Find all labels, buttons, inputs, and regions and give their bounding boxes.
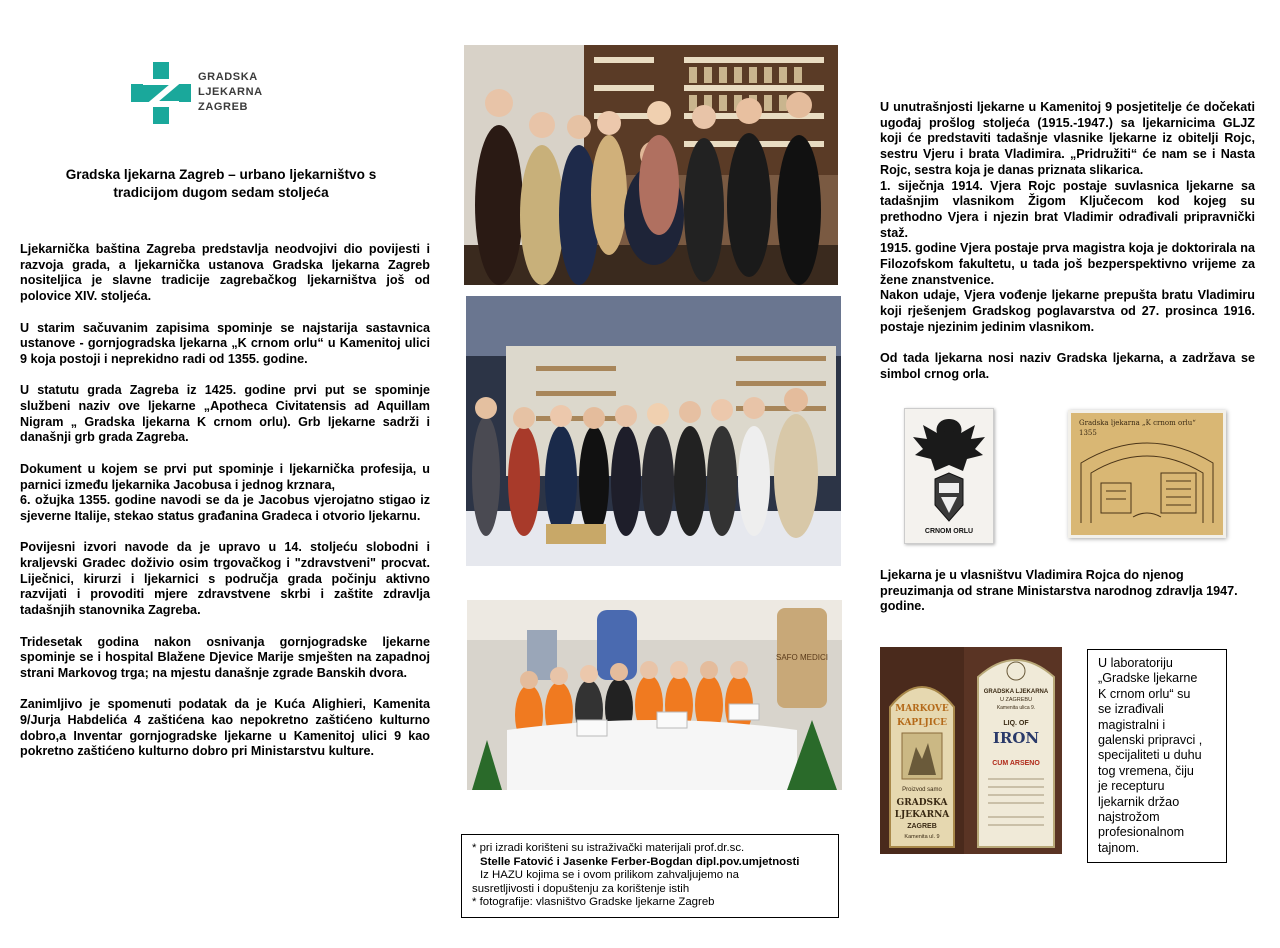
stand-sign-text: SAFO MEDICI <box>775 653 829 662</box>
paragraph-oldest-records: U starim sačuvanim zapisima spominje se najstarija sastavnica ustanove - gornjogradska ljekarna „K crnom orlu“ u Kamenitoj ulici 9 koja postoji i neprekidno radi od 1355. godine. <box>20 320 430 366</box>
image-historic-labels <box>880 647 1062 854</box>
paragraph-1914: 1. siječnja 1914. Vjera Rojc postaje suvlasnica ljekarne sa tadašnjim vlasnikom Žigom Ključecom kod kojeg su prethodno Vjera i njezin brat Vladimir odrađivali pripravnički staž. <box>880 178 1255 240</box>
paragraph-historic-sources: Povijesni izvori navode da je upravo u 14. stoljeću slobodni i kraljevski Gradec doživio osim trgovačkog i "zdravstveni" procvat. Liječnici, kirurzi i ljekarnici s područja grada počinju aktivno razvijati i provoditi mjere zdravstvene skrbi i zaštite zdravlja tadašnjih stanovnika Zagreba. <box>20 540 430 618</box>
ownership-note: Ljekarna je u vlasništvu Vladimira Rojca do njenog preuzimanja od strane Ministarstva narodnog zdravlja 1947. godine. <box>880 568 1238 614</box>
credits-line-2: Stelle Fatović i Jasenke Ferber-Bogdan dipl.pov.umjetnosti <box>480 855 800 868</box>
logo-line-1: GRADSKA <box>198 71 258 83</box>
right-column-text <box>880 100 1255 383</box>
credits-line-3: Iz HAZU kojima se i ovom prilikom zahvaljujemo na <box>480 869 739 882</box>
kapljice-line-2: KAPLJICE <box>896 718 948 728</box>
iron-line-2: U ZAGREBU <box>999 697 1033 703</box>
lab-line-13: tajnom. <box>1098 840 1140 855</box>
kapljice-line-6: ZAGREB <box>907 823 937 830</box>
photo-exhibition-group <box>466 296 841 566</box>
iron-line-3: Kamenita ulica 9. <box>996 705 1036 711</box>
paragraph-document <box>20 462 430 525</box>
kapljice-line-4: GRADSKA <box>896 798 948 808</box>
credits-box <box>461 834 839 918</box>
title-line-2: tradicijom dugom sedam stoljeća <box>113 185 329 200</box>
lab-line-1: U laboratoriju <box>1098 656 1173 670</box>
page-title <box>30 166 412 202</box>
logo-line-3: ZAGREB <box>198 101 249 113</box>
credits-line-4: susretljivosti i dopuštenju za korištenje istih <box>472 882 690 895</box>
lab-line-2: „Gradske ljekarne <box>1098 671 1198 686</box>
paragraph-vladimir: Nakon udaje, Vjera vođenje ljekarne prepušta bratu Vladimiru koji rješenjem Gradskog poglavarstva od 27. prosinca 1916. postaje njezinim jedinim vlasnikom. <box>880 288 1255 334</box>
left-column-text <box>20 242 430 776</box>
iron-line-1: GRADSKA LJEKARNA <box>983 689 1049 695</box>
paragraph-1915: 1915. godine Vjera postaje prva magistra koja je doktorirala na Filozofskom fakultetu, u tada još bezperspektivno vrijeme za žene znanstvenice. <box>880 241 1255 287</box>
lab-line-11: najstrožom <box>1098 810 1160 825</box>
paragraph-document-part1: Dokument u kojem se prvi put spominje i ljekarnička profesija, u parnici između ljekarnika Jacobusa i jednog krznara, <box>20 461 430 492</box>
paragraph-heritage: Ljekarnička baština Zagreba predstavlja neodvojivi dio povijesti i razvoja grada, a ljekarnička ustanova Gradska ljekarna Zagreb nositeljica je slavne tradicije zagrebačkog ljekarništva još od polovice XIV. stoljeća. <box>20 242 430 304</box>
lab-line-5: magistralni i <box>1098 717 1166 732</box>
gljz-logo-icon <box>131 62 191 124</box>
photo-costumed-staff <box>464 45 838 285</box>
image-black-eagle-crest <box>904 408 994 544</box>
lab-line-12: profesionalnom <box>1098 825 1185 840</box>
paragraph-interior: U unutrašnjosti ljekarne u Kamenitoj 9 posjetitelje će dočekati ugođaj prošlog stoljeća (1915.-1947.) sa ljekarnicima GLJZ koji će predstaviti tadašnje vlasnike ljekarne iz obitelji Rojc, sestru Vjeru i brata Vladimira. „Pridružiti“ će nam se i Nasta Rojc, sestra koja je danas priznata slikarica. <box>880 100 1255 177</box>
kapljice-line-5: LJEKARNA <box>894 810 950 820</box>
credits-line-5: * fotografije: vlasništvo Gradske ljekarne Zagreb <box>472 896 715 909</box>
iron-line-5: IRON <box>992 729 1040 747</box>
sketch-caption-line-1: Gradska ljekarna „K crnom orlu“ <box>1079 419 1196 427</box>
photo-fair-stand <box>467 600 842 790</box>
kapljice-line-7: Kamenita ul. 9 <box>904 834 940 840</box>
lab-line-8: tog vremena, čiju <box>1098 763 1194 778</box>
laboratory-note-box <box>1087 649 1227 863</box>
paragraph-document-part2: 6. ožujka 1355. godine navodi se da je Jacobus vjerojatno stigao iz sjeverne Italije, stekao status građanina Gradeca i otvorio ljekarnu. <box>20 493 430 523</box>
lab-line-9: je recepturu <box>1098 779 1165 794</box>
paragraph-hospital: Tridesetak godina nakon osnivanja gornjogradske ljekarne spominje se i hospital Blažene Djevice Marije smješten na zapadnoj strani Markovog trga; na mjestu današnje zgrade Banskih dvora. <box>20 634 430 680</box>
paragraph-cultural-heritage: Zanimljivo je spomenuti podatak da je Kuća Alighieri, Kamenita 9/Jurja Habdelića 4 zaštićena kao nepokretno zaštićeno kulturno dobro,a Inventar gornjogradske ljekarne u Kamenitoj ulici 9 kao pokretno zaštićeno kulturno dobro pri Ministarstvu kulture. <box>20 697 430 759</box>
lab-line-4: se izrađivali <box>1098 702 1164 717</box>
lab-line-3: K crnom orlu“ su <box>1098 686 1191 701</box>
iron-line-4: LIQ. OF <box>1003 720 1029 727</box>
title-line-1: Gradska ljekarna Zagreb – urbano ljekarništvo s <box>65 167 377 182</box>
kapljice-line-3: Proizvod samo <box>902 787 942 793</box>
crest-caption: CRNOM ORLU <box>924 528 974 535</box>
sketch-caption-line-2: 1355 <box>1079 429 1097 437</box>
iron-line-6: CUM ARSENO <box>992 760 1040 767</box>
paragraph-name-change: Od tada ljekarna nosi naziv Gradska ljekarna, a zadržava se simbol crnog orla. <box>880 351 1255 381</box>
lab-line-7: specijaliteti u duhu <box>1098 748 1202 763</box>
lab-line-6: galenski pripravci , <box>1098 733 1203 748</box>
kapljice-line-1: MARKOVE <box>895 704 949 714</box>
credits-line-1: * pri izradi korišteni su istraživački materijali prof.dr.sc. <box>472 842 745 854</box>
logo-wordmark <box>198 70 263 115</box>
image-pharmacy-sketch <box>1068 410 1226 538</box>
paragraph-statute: U statutu grada Zagreba iz 1425. godine prvi put se spominje službeni naziv ove ljekarne „Apotheca Civitatensis ad Aquillam Nigram „ Gradska ljekarna K crnom orlu). Grb ljekarne sadrži i današnji grb grada Zagreba. <box>20 383 430 445</box>
lab-line-10: ljekarnik držao <box>1098 794 1180 809</box>
logo-line-2: LJEKARNA <box>198 86 263 98</box>
